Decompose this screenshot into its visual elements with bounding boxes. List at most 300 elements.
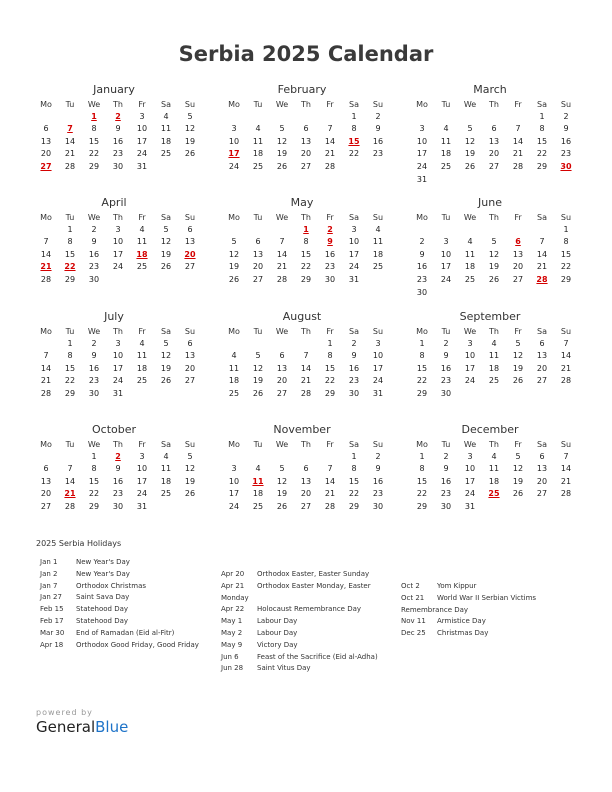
holiday-day: 18 — [136, 249, 148, 259]
empty-cell — [294, 111, 318, 124]
day-cell: 4 — [231, 351, 237, 361]
day-cell: 9 — [91, 237, 97, 247]
day-cell: 23 — [112, 489, 124, 499]
weekday-label: Sa — [161, 100, 171, 109]
day-cell: 7 — [67, 464, 73, 474]
week-row — [34, 274, 194, 287]
holiday-date: May 2 — [221, 628, 243, 637]
day-cell: 27 — [252, 274, 264, 284]
day-cell: 11 — [160, 464, 172, 474]
week-row — [34, 111, 194, 124]
day-cell: 24 — [136, 149, 148, 159]
weekday-label: Sa — [537, 213, 547, 222]
day-cell: 6 — [43, 124, 49, 134]
holiday-date: Dec 25 — [401, 629, 426, 638]
day-cell: 19 — [276, 149, 288, 159]
day-cell: 20 — [184, 363, 196, 373]
day-cell: 1 — [67, 224, 73, 234]
day-cell: 7 — [43, 237, 49, 247]
month-september — [410, 309, 570, 401]
holiday-day: 1 — [91, 111, 97, 121]
week-row — [222, 375, 382, 388]
day-cell: 1 — [419, 451, 425, 461]
holidays-title: 2025 Serbia Holidays — [36, 539, 122, 548]
weekday-label: Sa — [537, 100, 547, 109]
empty-cell — [246, 111, 270, 124]
weekday-label: Th — [301, 100, 311, 109]
day-cell: 21 — [560, 476, 572, 486]
holiday-day: 6 — [515, 237, 521, 247]
day-cell: 5 — [491, 237, 497, 247]
weekday-label: Fr — [514, 327, 522, 336]
day-cell: 30 — [88, 388, 100, 398]
weekday-label: Tu — [253, 440, 263, 449]
day-cell: 16 — [372, 476, 384, 486]
holiday-name: End of Ramadan (Eid al-Fitr) — [76, 628, 175, 637]
day-cell: 25 — [488, 376, 500, 386]
day-cell: 5 — [279, 464, 285, 474]
day-cell: 24 — [372, 376, 384, 386]
day-cell: 26 — [228, 274, 240, 284]
day-cell: 14 — [560, 464, 572, 474]
week-row — [410, 249, 570, 262]
day-cell: 2 — [351, 338, 357, 348]
day-cell: 16 — [88, 363, 100, 373]
holiday-day: 1 — [303, 224, 309, 234]
holiday-name: New Year's Day — [76, 558, 130, 566]
holiday-entry — [221, 640, 378, 652]
week-row — [34, 501, 194, 514]
holiday-date: May 1 — [221, 617, 243, 626]
day-cell: 28 — [324, 161, 336, 171]
holiday-date: Jun 6 — [221, 652, 239, 661]
day-cell: 11 — [228, 363, 240, 373]
day-cell: 26 — [512, 489, 524, 499]
holiday-day: 11 — [252, 476, 264, 486]
day-cell: 18 — [488, 363, 500, 373]
day-cell: 22 — [536, 149, 548, 159]
day-cell: 19 — [160, 363, 172, 373]
day-cell: 16 — [88, 249, 100, 259]
day-cell: 30 — [440, 501, 452, 511]
weekday-label: Sa — [161, 213, 171, 222]
holiday-name: Labour Day — [257, 617, 298, 626]
day-cell: 26 — [464, 161, 476, 171]
day-cell: 15 — [324, 363, 336, 373]
week-row — [222, 350, 382, 363]
holiday-day: 21 — [64, 489, 76, 499]
week-row — [222, 363, 382, 376]
holiday-name: World War II Serbian Victims — [437, 593, 537, 602]
day-cell: 2 — [443, 451, 449, 461]
week-row — [34, 451, 194, 464]
weekday-label: Th — [489, 100, 499, 109]
day-cell: 26 — [252, 388, 264, 398]
month-name: January — [93, 83, 135, 96]
day-cell: 7 — [327, 124, 333, 134]
day-cell: 25 — [252, 501, 264, 511]
day-cell: 13 — [488, 136, 500, 146]
day-cell: 20 — [40, 149, 52, 159]
holiday-day: 27 — [40, 161, 52, 171]
day-cell: 5 — [279, 124, 285, 134]
day-cell: 13 — [512, 249, 524, 259]
day-cell: 27 — [276, 388, 288, 398]
day-cell: 2 — [419, 237, 425, 247]
weekday-label: We — [463, 213, 477, 222]
day-cell: 23 — [88, 376, 100, 386]
week-row — [410, 363, 570, 376]
holiday-date: Feb 17 — [40, 616, 64, 625]
empty-cell — [434, 224, 458, 237]
day-cell: 18 — [252, 489, 264, 499]
day-cell: 28 — [560, 376, 572, 386]
weekday-label: We — [275, 440, 289, 449]
day-cell: 30 — [440, 388, 452, 398]
week-row — [410, 123, 570, 136]
weekday-label: Sa — [161, 440, 171, 449]
day-cell: 5 — [515, 338, 521, 348]
day-cell: 27 — [300, 161, 312, 171]
day-cell: 22 — [300, 262, 312, 272]
holiday-date: Apr 18 — [40, 640, 64, 649]
holiday-entry — [401, 616, 536, 628]
holiday-entry — [221, 604, 378, 616]
week-row — [222, 161, 382, 174]
day-cell: 9 — [443, 351, 449, 361]
brand-name-blue: Blue — [95, 718, 129, 736]
weekday-label: Th — [489, 440, 499, 449]
day-cell: 13 — [300, 476, 312, 486]
day-cell: 8 — [351, 124, 357, 134]
day-cell: 15 — [88, 136, 100, 146]
day-cell: 27 — [536, 489, 548, 499]
day-cell: 13 — [536, 464, 548, 474]
holiday-name: Yom Kippur — [437, 582, 477, 590]
day-cell: 30 — [324, 274, 336, 284]
day-cell: 21 — [560, 363, 572, 373]
day-cell: 20 — [300, 489, 312, 499]
day-cell: 24 — [348, 262, 360, 272]
day-cell: 29 — [416, 501, 428, 511]
day-cell: 19 — [184, 476, 196, 486]
day-cell: 30 — [372, 501, 384, 511]
page-title: Serbia 2025 Calendar — [178, 42, 434, 66]
day-cell: 21 — [300, 376, 312, 386]
day-cell: 2 — [443, 338, 449, 348]
day-cell: 16 — [348, 363, 360, 373]
week-row — [222, 261, 382, 274]
day-cell: 24 — [464, 376, 476, 386]
day-cell: 26 — [160, 262, 172, 272]
weekday-label: We — [463, 100, 477, 109]
weekday-label: Th — [301, 327, 311, 336]
day-cell: 7 — [327, 464, 333, 474]
month-name: July — [104, 310, 124, 323]
day-cell: 17 — [464, 363, 476, 373]
day-cell: 8 — [91, 124, 97, 134]
week-row — [410, 161, 570, 174]
weekday-label: Tu — [253, 213, 263, 222]
holiday-entry — [221, 581, 378, 593]
holiday-entry — [221, 569, 378, 581]
holiday-day: 2 — [115, 111, 121, 121]
day-cell: 18 — [440, 149, 452, 159]
day-cell: 12 — [512, 351, 524, 361]
day-cell: 21 — [40, 376, 52, 386]
holiday-entry — [40, 569, 199, 581]
day-cell: 3 — [419, 124, 425, 134]
holiday-day: 28 — [536, 274, 548, 284]
day-cell: 14 — [300, 363, 312, 373]
holiday-name: Labour Day — [257, 628, 298, 637]
weekday-label: Tu — [65, 440, 75, 449]
day-cell: 3 — [467, 451, 473, 461]
day-cell: 6 — [187, 224, 193, 234]
weekday-label: Th — [489, 327, 499, 336]
day-cell: 10 — [228, 136, 240, 146]
day-cell: 25 — [464, 274, 476, 284]
day-cell: 8 — [67, 351, 73, 361]
month-name: May — [290, 196, 314, 209]
week-row — [222, 249, 382, 262]
day-cell: 7 — [563, 338, 569, 348]
day-cell: 10 — [112, 237, 124, 247]
week-row — [410, 451, 570, 464]
day-cell: 22 — [348, 489, 360, 499]
weekday-label: Fr — [138, 327, 146, 336]
day-cell: 28 — [560, 489, 572, 499]
day-cell: 27 — [488, 161, 500, 171]
day-cell: 4 — [163, 111, 169, 121]
weekday-header — [410, 98, 570, 111]
day-cell: 4 — [139, 338, 145, 348]
day-cell: 31 — [416, 174, 428, 184]
week-row — [222, 388, 382, 401]
holiday-name: Orthodox Good Friday, Good Friday — [76, 640, 199, 649]
day-cell: 13 — [40, 136, 52, 146]
holiday-entry — [40, 557, 199, 569]
day-cell: 31 — [112, 388, 124, 398]
day-cell: 28 — [512, 161, 524, 171]
day-cell: 30 — [112, 161, 124, 171]
day-cell: 2 — [91, 338, 97, 348]
day-cell: 4 — [443, 124, 449, 134]
holiday-entry — [221, 663, 378, 675]
day-cell: 11 — [488, 464, 500, 474]
holiday-column — [40, 557, 199, 651]
weekday-label: Th — [301, 213, 311, 222]
day-cell: 3 — [443, 237, 449, 247]
day-cell: 29 — [416, 388, 428, 398]
holiday-entry — [401, 628, 536, 640]
empty-cell — [222, 111, 246, 124]
day-cell: 28 — [324, 501, 336, 511]
day-cell: 8 — [563, 237, 569, 247]
holiday-name: Orthodox Easter, Easter Sunday — [257, 570, 370, 578]
day-cell: 7 — [279, 237, 285, 247]
day-cell: 13 — [252, 249, 264, 259]
weekday-label: Fr — [514, 100, 522, 109]
weekday-label: Mo — [40, 440, 52, 449]
day-cell: 22 — [88, 149, 100, 159]
weekday-label: Th — [113, 327, 123, 336]
day-cell: 20 — [252, 262, 264, 272]
holiday-name: Holocaust Remembrance Day — [257, 605, 362, 614]
day-cell: 16 — [372, 136, 384, 146]
day-cell: 10 — [416, 136, 428, 146]
weekday-label: Fr — [514, 213, 522, 222]
weekday-label: Mo — [416, 327, 428, 336]
day-cell: 18 — [160, 136, 172, 146]
day-cell: 18 — [228, 376, 240, 386]
day-cell: 5 — [467, 124, 473, 134]
day-cell: 16 — [560, 136, 572, 146]
day-cell: 21 — [536, 262, 548, 272]
day-cell: 3 — [351, 224, 357, 234]
weekday-label: Fr — [326, 327, 334, 336]
day-cell: 5 — [255, 351, 261, 361]
weekday-label: Su — [560, 100, 572, 109]
day-cell: 30 — [348, 388, 360, 398]
day-cell: 14 — [40, 363, 52, 373]
holiday-day: 21 — [40, 262, 52, 272]
day-cell: 27 — [184, 262, 196, 272]
day-cell: 6 — [187, 338, 193, 348]
day-cell: 13 — [536, 351, 548, 361]
day-cell: 12 — [184, 464, 196, 474]
day-cell: 1 — [351, 111, 357, 121]
week-row — [34, 488, 194, 501]
day-cell: 9 — [115, 464, 121, 474]
weekday-label: Su — [184, 440, 196, 449]
holiday-date: Jan 27 — [40, 593, 62, 602]
day-cell: 13 — [184, 351, 196, 361]
weekday-label: We — [463, 440, 477, 449]
week-row — [222, 463, 382, 476]
day-cell: 31 — [348, 274, 360, 284]
weekday-label: Sa — [349, 213, 359, 222]
day-cell: 4 — [491, 338, 497, 348]
week-row — [34, 136, 194, 149]
day-cell: 17 — [112, 249, 124, 259]
day-cell: 2 — [91, 224, 97, 234]
day-cell: 24 — [464, 489, 476, 499]
day-cell: 17 — [136, 476, 148, 486]
day-cell: 31 — [464, 501, 476, 511]
weekday-header — [222, 325, 382, 338]
day-cell: 4 — [375, 224, 381, 234]
day-cell: 19 — [184, 136, 196, 146]
day-cell: 15 — [560, 249, 572, 259]
day-cell: 15 — [300, 249, 312, 259]
holiday-date: Jan 2 — [40, 569, 58, 578]
day-cell: 7 — [515, 124, 521, 134]
day-cell: 9 — [563, 124, 569, 134]
weekday-label: Sa — [349, 327, 359, 336]
week-row — [34, 338, 194, 351]
day-cell: 17 — [416, 149, 428, 159]
day-cell: 31 — [372, 388, 384, 398]
day-cell: 30 — [112, 501, 124, 511]
week-row — [410, 136, 570, 149]
weekday-label: Sa — [537, 327, 547, 336]
day-cell: 1 — [351, 451, 357, 461]
day-cell: 17 — [228, 489, 240, 499]
weekday-header — [34, 438, 194, 451]
day-cell: 28 — [300, 388, 312, 398]
month-october — [34, 422, 194, 514]
empty-cell — [270, 111, 294, 124]
weekday-label: Mo — [40, 327, 52, 336]
weekday-label: Su — [372, 327, 384, 336]
weekday-label: We — [275, 327, 289, 336]
day-cell: 23 — [372, 149, 384, 159]
day-cell: 6 — [491, 124, 497, 134]
week-row — [222, 476, 382, 489]
weekday-header — [410, 325, 570, 338]
empty-cell — [222, 224, 246, 237]
empty-cell — [222, 338, 246, 351]
day-cell: 23 — [560, 149, 572, 159]
day-cell: 9 — [91, 351, 97, 361]
day-cell: 3 — [115, 224, 121, 234]
day-cell: 6 — [539, 338, 545, 348]
week-row — [222, 501, 382, 514]
day-cell: 5 — [163, 338, 169, 348]
day-cell: 10 — [112, 351, 124, 361]
day-cell: 7 — [303, 351, 309, 361]
day-cell: 8 — [67, 237, 73, 247]
day-cell: 17 — [440, 262, 452, 272]
holiday-entry — [401, 605, 536, 617]
holiday-date: Apr 21 — [221, 581, 245, 590]
day-cell: 27 — [40, 501, 52, 511]
empty-cell — [34, 111, 58, 124]
holiday-date: Mar 30 — [40, 628, 65, 637]
day-cell: 18 — [372, 249, 384, 259]
day-cell: 6 — [303, 464, 309, 474]
day-cell: 3 — [231, 464, 237, 474]
week-row — [410, 350, 570, 363]
day-cell: 13 — [40, 476, 52, 486]
day-cell: 19 — [512, 476, 524, 486]
holiday-column — [401, 581, 536, 640]
day-cell: 15 — [536, 136, 548, 146]
weekday-label: Sa — [349, 440, 359, 449]
day-cell: 3 — [139, 451, 145, 461]
weekday-header — [34, 325, 194, 338]
holiday-entry — [221, 593, 378, 605]
day-cell: 26 — [160, 376, 172, 386]
week-row — [410, 287, 570, 300]
weekday-label: Mo — [228, 440, 240, 449]
day-cell: 4 — [491, 451, 497, 461]
day-cell: 23 — [372, 489, 384, 499]
day-cell: 14 — [276, 249, 288, 259]
week-row — [34, 350, 194, 363]
day-cell: 19 — [464, 149, 476, 159]
day-cell: 7 — [43, 351, 49, 361]
weekday-label: We — [463, 327, 477, 336]
day-cell: 29 — [88, 501, 100, 511]
weekday-label: Tu — [253, 100, 263, 109]
day-cell: 12 — [252, 363, 264, 373]
empty-cell — [458, 224, 482, 237]
month-january — [34, 82, 194, 174]
month-name: September — [459, 310, 521, 323]
week-row — [410, 375, 570, 388]
